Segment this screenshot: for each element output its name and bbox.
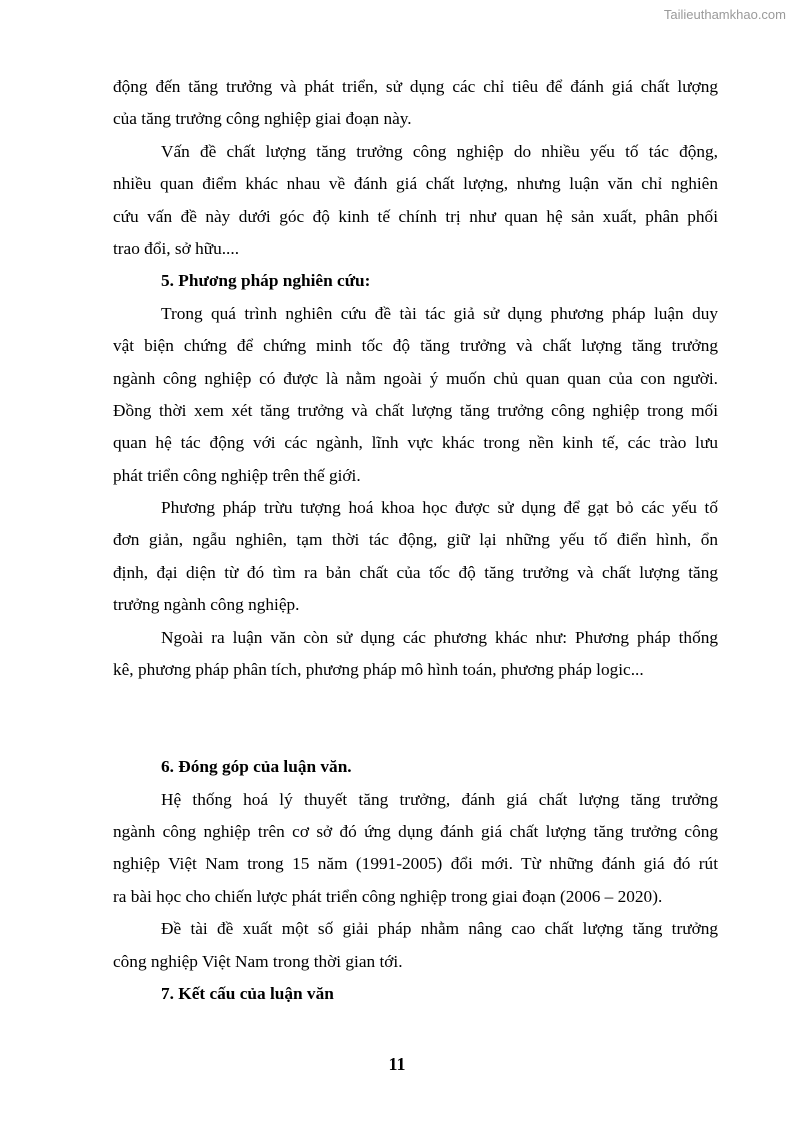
text-line: Đồng thời xem xét tăng trưởng và chất lượng tăng trưởng công nghiệp trong mối	[113, 400, 718, 420]
text-line: ra bài học cho chiến lược phát triển công nghiệp trong giai đoạn (2006 – 2020).	[113, 886, 663, 906]
blank-line	[113, 719, 718, 751]
document-body	[113, 71, 718, 1010]
text-line: Ngoài ra luận văn còn sử dụng các phương khác như: Phương pháp thống	[161, 627, 718, 647]
text-line: Hệ thống hoá lý thuyết tăng trưởng, đánh giá chất lượng tăng trưởng	[161, 789, 718, 809]
text-line: trưởng ngành công nghiệp.	[113, 595, 300, 615]
section-heading: 7. Kết cấu của luận văn	[161, 983, 334, 1003]
text-line: định, đại diện từ đó tìm ra bản chất của tốc độ tăng trưởng và chất lượng tăng	[113, 562, 718, 582]
text-line: đơn giản, ngẫu nghiên, tạm thời tác động, giữ lại những yếu tố điển hình, ổn	[113, 530, 718, 550]
text-line: kê, phương pháp phân tích, phương pháp mô hình toán, phương pháp logic...	[113, 660, 644, 680]
text-line: quan hệ tác động với các ngành, lĩnh vực khác trong nền kinh tế, các trào lưu	[113, 433, 718, 453]
text-line: trao đổi, sở hữu....	[113, 238, 240, 258]
text-line: của tăng trưởng công nghiệp giai đoạn này.	[113, 109, 412, 129]
text-line: nghiệp Việt Nam trong 15 năm (1991-2005) đổi mới. Từ những đánh giá đó rút	[113, 854, 718, 874]
text-line: cứu vấn đề này dưới góc độ kinh tế chính trị như quan hệ sản xuất, phân phối	[113, 206, 718, 226]
text-line: Trong quá trình nghiên cứu đề tài tác giả sử dụng phương pháp luận duy	[161, 303, 718, 323]
section-heading: 5. Phương pháp nghiên cứu:	[161, 271, 371, 291]
page-number: 11	[388, 1054, 406, 1074]
watermark: Tailieuthamkhao.com	[663, 7, 786, 22]
text-line: công nghiệp Việt Nam trong thời gian tới.	[113, 951, 403, 971]
text-line: nhiều quan điểm khác nhau về đánh giá chất lượng, nhưng luận văn chỉ nghiên	[113, 174, 718, 194]
text-line: Đề tài đề xuất một số giải pháp nhằm nâng cao chất lượng tăng trưởng	[161, 919, 718, 939]
text-line: động đến tăng trưởng và phát triển, sử dụng các chỉ tiêu để đánh giá chất lượng	[113, 77, 718, 96]
text-line: ngành công nghiệp có được là nằm ngoài ý muốn chủ quan quan của con người.	[113, 368, 718, 388]
section-heading: 6. Đóng góp của luận văn.	[161, 757, 352, 777]
text-line: Vấn đề chất lượng tăng trưởng công nghiệp do nhiều yếu tố tác động,	[161, 141, 718, 161]
text-line: ngành công nghiệp trên cơ sở đó ứng dụng đánh giá chất lượng tăng trưởng công	[113, 821, 718, 841]
text-line: vật biện chứng để chứng minh tốc độ tăng trưởng và chất lượng tăng trưởng	[113, 336, 718, 356]
blank-line	[113, 686, 718, 718]
text-line: Phương pháp trừu tượng hoá khoa học được sử dụng để gạt bỏ các yếu tố	[161, 498, 718, 518]
text-line: phát triển công nghiệp trên thế giới.	[113, 465, 361, 485]
